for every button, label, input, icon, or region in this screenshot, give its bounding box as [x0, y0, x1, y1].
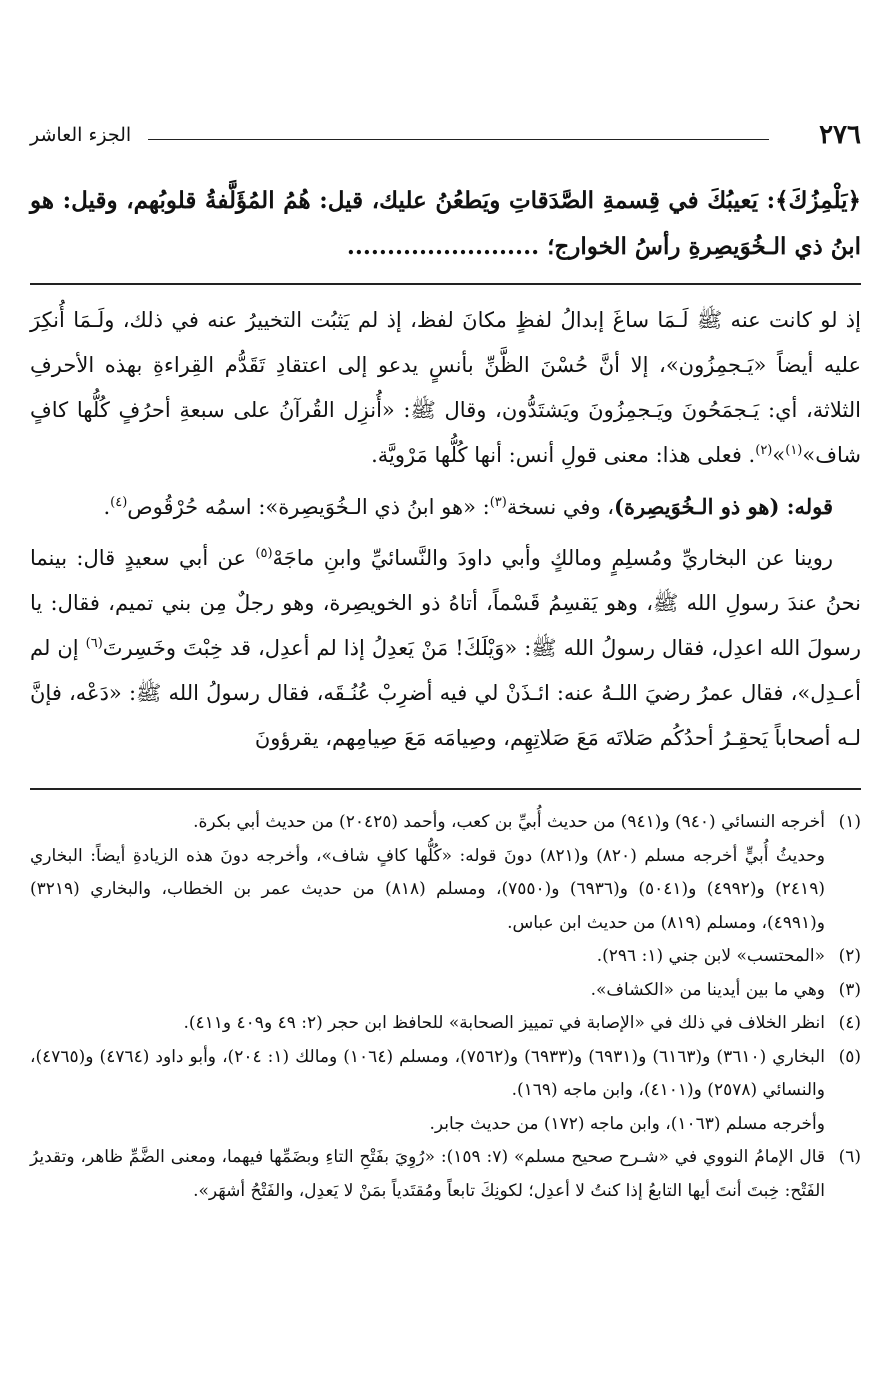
commentary-rule	[30, 283, 861, 285]
footnote-4: (٤) انظر الخلاف في ذلك في «الإصابة في تمييز الصحابة» للحافظ ابن حجر (٢: ٤٩ و٤٠٩ و٤١١).	[183, 1013, 861, 1033]
paragraph-3: روينا عن البخاريِّ ومُسلِمٍ ومالكٍ وأبي داودَ والنَّسائيِّ وابنِ ماجَهْ$^{(٥)}$ عن أبي سعيدٍ قال: بينما نحنُ عندَ رسولِ الله ﷺ، وهو يَقسِمُ قَسْماً، أتاهُ ذو الخويصِرة، وهو رجلٌ مِن بني تميم، فقال: يا رسولَ الله اعدِل، فقال رسولُ الله ﷺ: «وَيْلَكَ! مَنْ يَعدِلُ إذا لم أعدِل، قد خِبْتَ وخَسِرتَ$^{(٦)}$ إن لم أعـدِل»، فقال عمرُ رضيَ اللـهُ عنه: ائـذَنْ لي فيه أضرِبْ عُنُـقَه، فقال رسولُ الله ﷺ: «دَعْه، فإنَّ لـه أصحاباً يَحقِـرُ أحدُكُم صَلاتَه مَعَ صَلاتِهِم، وصِيامَه مَعَ صِيامِهم، يقرؤونَ	[30, 546, 861, 750]
footnote-6: (٦) قال الإمامُ النووي في «شـرح صحيح مسلم» (٧: ١٥٩): «رُوِيَ بفَتْحِ التاءِ وبضَمِّها فيهما، ومعنى الضَّمِّ ظاهر، وتقديرُ الفَتْح: خِبتَ أنتَ أيها التابعُ إذا كنتُ لا أعدِل؛ لكونِكَ تابعاً ومُقتَدياً بمَنْ لا يَعدِل، والفَتْحُ أشهَر».	[30, 1147, 861, 1201]
footnote-ref-6[interactable]: (٦)	[85, 636, 103, 651]
commentary-text: : يَعيبُكَ في قِسمةِ الصَّدَقاتِ ويَطعُنُ عليك، قيل: هُمُ المُؤَلَّفةُ قلوبُهم، وقيل: هو ابنُ ذي الـخُوَيصِرةِ رأسُ الخوارج؛	[30, 187, 861, 260]
footnotes	[30, 806, 861, 1208]
footnote-ref-4[interactable]: (٤)	[110, 495, 128, 510]
header-rule	[148, 139, 769, 140]
main-text	[30, 298, 861, 761]
footnote-2: (٢) «المحتسب» لابن جني (١: ٢٩٦).	[596, 946, 861, 966]
part-title: الجزء العاشر	[30, 124, 132, 146]
footnote-separator	[30, 788, 861, 790]
footnote-1: (١) أخرجه النسائي (٩٤٠) و(٩٤١) من حديث أُبيِّ بن كعب، وأحمد (٢٠٤٢٥) من حديث أبي بكرة.	[193, 812, 861, 832]
footnote-ref-2[interactable]: (٢)	[755, 443, 773, 458]
footnote-ref-5[interactable]: (٥)	[255, 546, 273, 561]
paragraph-1: إذ لو كانت عنه ﷺ لَـمَا ساغَ إبدالُ لفظٍ مكانَ لفظ، إذ لم يَثبُت التخييرُ عنه في ذلك، ولَـمَا أُنكِرَ عليه أيضاً «يَـجمِزُون»، إلا أنَّ حُسْنَ الظَّنِّ بأنسٍ يدعو إلى اعتقادِ تَقَدُّم القِراءةِ بهذه الأحرفِ الثلاثة، أي: يَـجمَحُونَ ويَـجمِزُونَ ويَشتَدُّون، وقال ﷺ: «أُنزِل القُرآنُ على سبعةِ أحرُفٍ كُلُّها كافٍ شاف»$^{(١)}$»$^{(٢)}$. فعلى هذا: معنى قولِ أنس: أنها كُلُّها مَرْويَّة.	[30, 308, 861, 467]
footnote-3: (٣) وهي ما بين أيدينا من «الكشاف».	[590, 979, 861, 1000]
page-header	[30, 120, 861, 160]
dot-leader: ........................	[346, 233, 540, 260]
page-number: ٢٧٦	[819, 120, 861, 150]
footnote-ref-3[interactable]: (٣)	[489, 495, 507, 510]
quoted-heading: قوله: (هو ذو الـخُوَيصِرة)	[614, 494, 833, 519]
footnote-5: (٥) البخاري (٣٦١٠) و(٦١٦٣) و(٦٩٣١) و(٦٩٣٣) و(٧٥٦٢)، ومسلم (١٠٦٤) ومالك (١: ٢٠٤)، وأبو داود (٤٧٦٤) و(٤٧٦٥)، والنسائي (٢٥٧٨) و(٤١٠١)، وابن ماجه (١٦٩).	[30, 1046, 861, 1100]
footnote-5-continued: وأخرجه مسلم (١٠٦٣)، وابن ماجه (١٧٢) من حديث جابر.	[429, 1113, 825, 1134]
paragraph-2: قوله: (هو ذو الـخُوَيصِرة)، وفي نسخة$^{(٣)}$: «هو ابنُ ذي الـخُوَيصِرة»: اسمُه حُرْقُوص$^{(٤)}$.	[103, 494, 833, 519]
footnote-1-continued: وحديثُ أُبيٍّ أخرجه مسلم (٨٢٠) و(٨٢١) دونَ قوله: «كُلُّها كافٍ شاف»، وأخرجه دونَ هذه الزيادةِ أيضاً: البخاري (٢٤١٩) و(٤٩٩٢) و(٥٠٤١) و(٦٩٣٦) و(٧٥٥٠)، ومسلم (٨١٨) من حديث عمر بن الخطاب، والبخاري (٣٢١٩) و(٤٩٩١)، ومسلم (٨١٩) من حديث ابن عباس.	[30, 845, 825, 933]
commentary-block	[30, 178, 861, 270]
footnote-ref-1[interactable]: (١)	[785, 443, 803, 458]
quran-word: ﴿يَلْمِزُكَ﴾	[775, 187, 861, 214]
